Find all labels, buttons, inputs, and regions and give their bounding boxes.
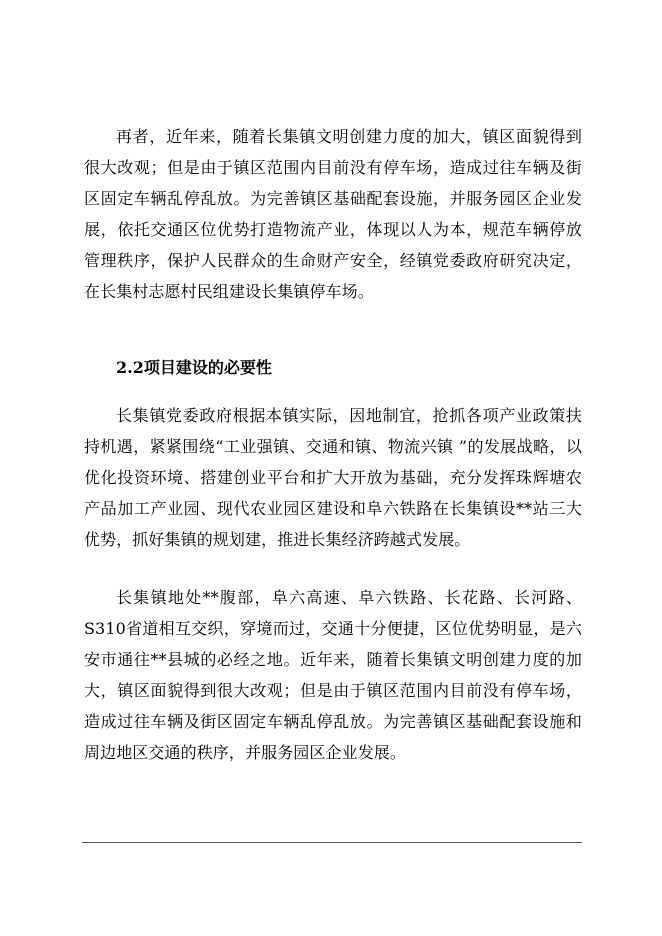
paragraph-background: 再者，近年来，随着长集镇文明创建力度的加大，镇区面貌得到很大改观；但是由于镇区范围内目前没有停车场，造成过往车辆及街区固定车辆乱停乱放。为完善镇区基础配套设施，并服务园区企业发展，依托交通区位优势打造物流产业，体现以人为本，规范车辆停放管理秩序，保护人民群众的生命财产安全，经镇党委政府研究决定，在长集村志愿村民组建设长集镇停车场。 <box>84 127 582 301</box>
footer-divider <box>82 842 582 843</box>
paragraph-development-strategy: 长集镇党委政府根据本镇实际，因地制宜，抢抓各项产业政策扶持机遇，紧紧围绕“工业强镇、交通和镇、物流兴镇 ”的发展战略，以优化投资环境、搭建创业平台和扩大开放为基础，充分发挥珠辉塘农产品加工产业园、现代农业园区建设和阜六铁路在长集镇设**站三大优势，抓好集镇的规划建，推进长集经济跨越式发展。 <box>84 406 582 549</box>
paragraph-location-advantage: 长集镇地处**腹部，阜六高速、阜六铁路、长花路、长河路、S310省道相互交织，穿境而过，交通十分便捷，区位优势明显，是六安市通往**县城的必经之地。近年来，随着长集镇文明创建力度的加大，镇区面貌得到很大改观；但是由于镇区范围内目前没有停车场，造成过往车辆及街区固定车辆乱停乱放。为完善镇区基础配套设施和周边地区交通的秩序，并服务园区企业发展。 <box>84 588 582 762</box>
section-heading-necessity: 2.2项目建设的必要性 <box>116 358 272 377</box>
